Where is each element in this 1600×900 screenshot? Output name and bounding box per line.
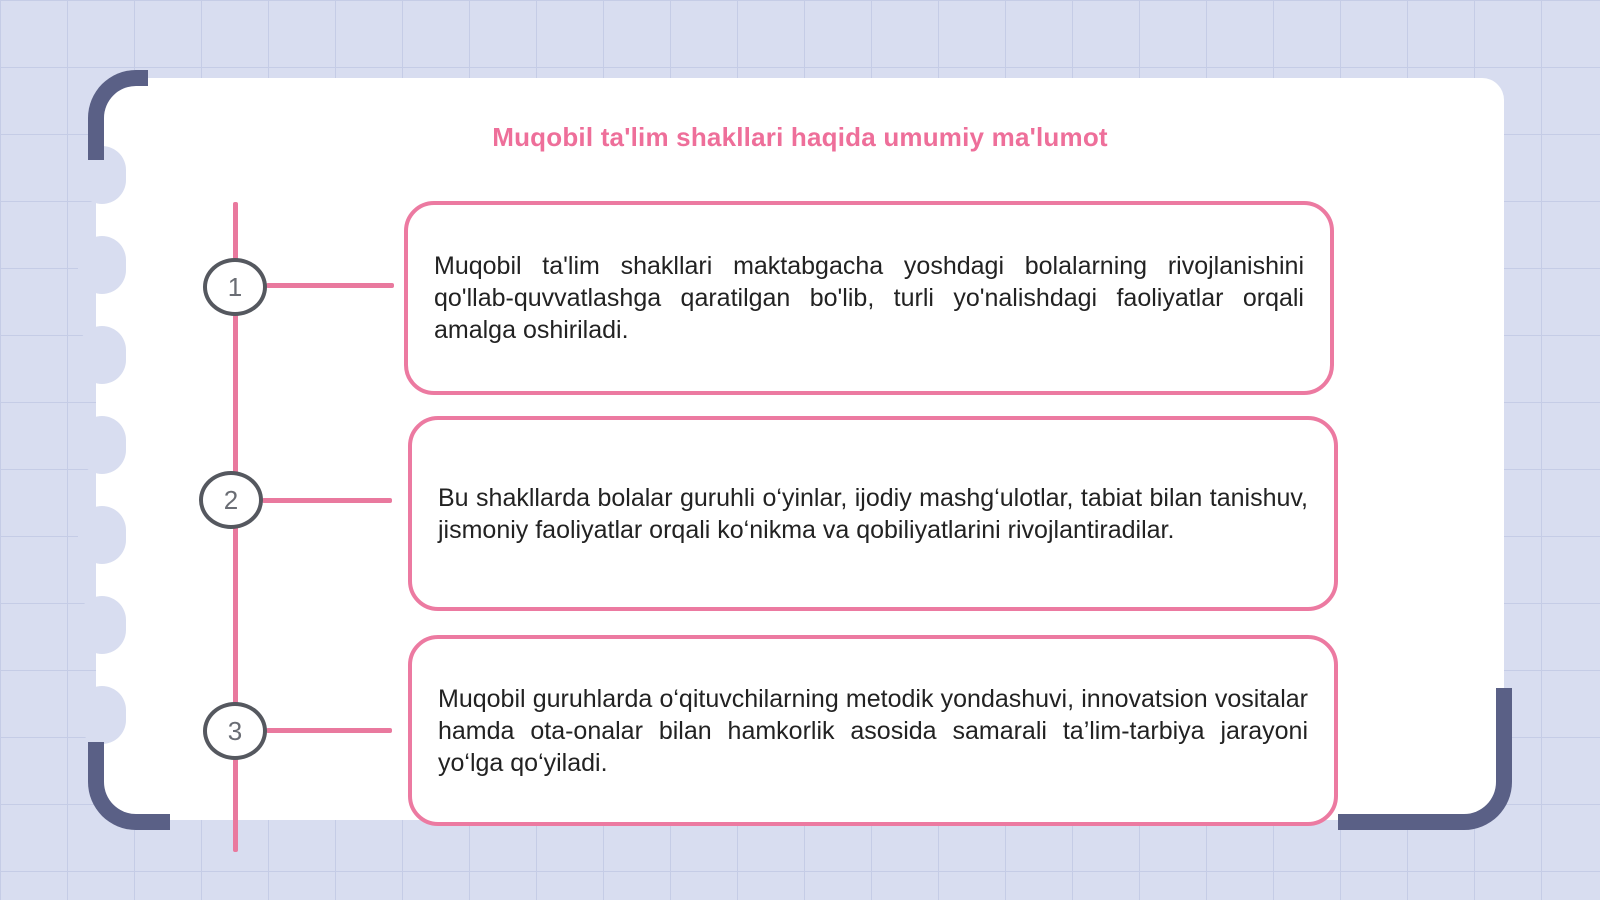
card-text: Bu shakllarda bolalar guruhli o‘yinlar, ijodiy mashg‘ulotlar, tabiat bilan tanishuv, jismoniy faoliyatlar orqali ko‘nikma va qobiliyatlarini rivojlantiradilar. (438, 483, 1308, 544)
timeline-connector (266, 283, 394, 288)
slide-title: Muqobil ta'lim shakllari haqida umumiy ma'lumot (492, 122, 1108, 152)
card-text: Muqobil ta'lim shakllari maktabgacha yoshdagi bolalarning rivojlanishini qo'llab-quvvatlashga qaratilgan bo'lib, turli yo'nalishdagi faoliyatlar orqali amalga oshiriladi. (434, 252, 1304, 344)
binder-hole (78, 326, 126, 384)
timeline-connector (262, 498, 392, 503)
binder-hole (78, 596, 126, 654)
binder-hole (78, 236, 126, 294)
info-card (408, 635, 1338, 826)
corner-bracket-bottom-left (88, 742, 170, 830)
corner-bracket-bottom-right (1338, 688, 1512, 830)
binder-hole (78, 416, 126, 474)
timeline-marker: 1 (203, 258, 267, 316)
info-card (404, 201, 1334, 395)
info-card (408, 416, 1338, 611)
card-text: Muqobil guruhlarda o‘qituvchilarning metodik yondashuvi, innovatsion vositalar hamda ota-onalar bilan hamkorlik asosida samarali ta’lim-tarbiya jarayoni yo‘lga qo‘yiladi. (438, 684, 1308, 777)
timeline-connector (266, 728, 392, 733)
timeline-marker: 3 (203, 702, 267, 760)
corner-bracket-top-left (88, 70, 148, 160)
timeline-marker: 2 (199, 471, 263, 529)
binder-hole (78, 506, 126, 564)
binder-hole (78, 686, 126, 744)
